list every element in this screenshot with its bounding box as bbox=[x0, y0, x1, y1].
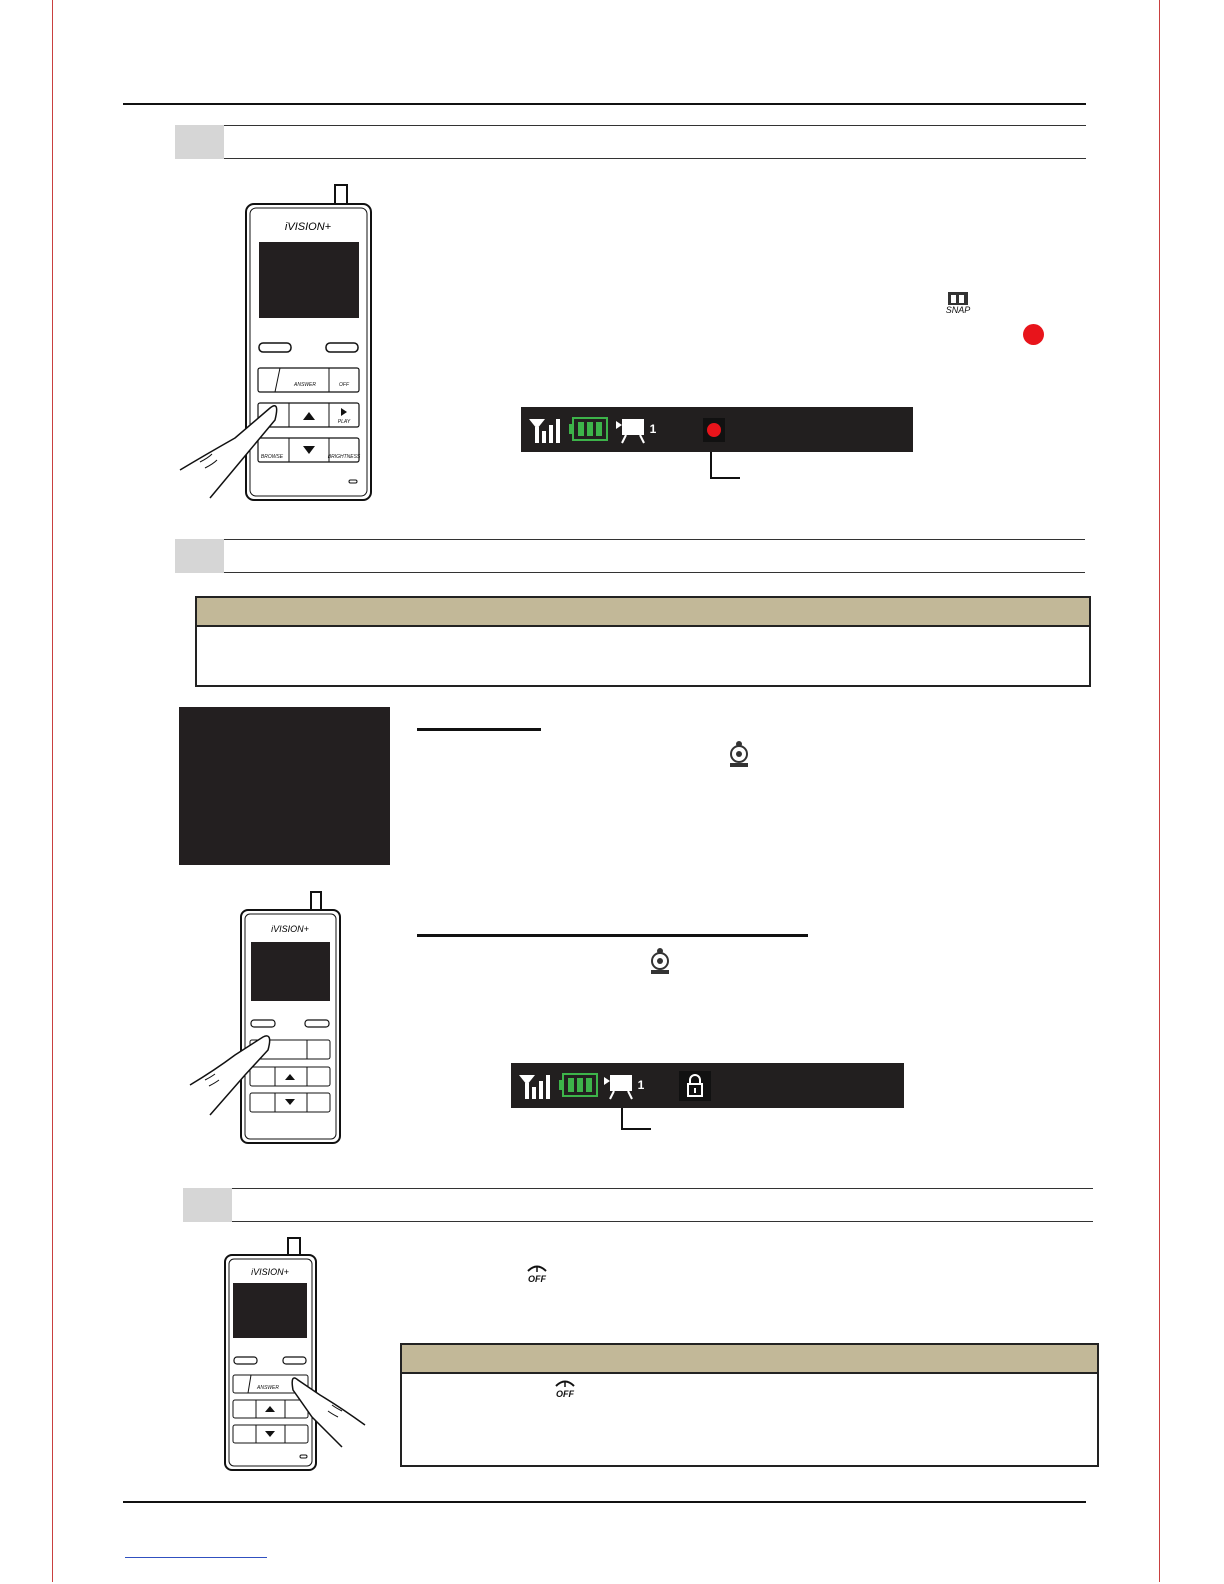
status-bar-recording bbox=[521, 407, 913, 452]
off-icon-label: OFF bbox=[528, 1274, 546, 1284]
section-3-header bbox=[232, 1188, 1093, 1222]
camera-channel-icon-2 bbox=[602, 1069, 646, 1103]
section-2-marker bbox=[175, 539, 224, 573]
section-1-header bbox=[224, 125, 1086, 159]
handset-illustration-door bbox=[185, 890, 345, 1148]
off-icon-label-2: OFF bbox=[556, 1389, 574, 1399]
phone-logo-2: iVISION+ bbox=[271, 924, 309, 934]
off-button-label: OFF bbox=[339, 382, 349, 388]
note-box-2-header bbox=[402, 1345, 1097, 1374]
camera-channel-icon bbox=[614, 413, 658, 447]
phone-logo-3: iVISION+ bbox=[251, 1267, 289, 1277]
record-dot-icon bbox=[707, 423, 721, 437]
snap-icon-label: SNAP bbox=[945, 305, 971, 315]
subheading-underline-2 bbox=[417, 934, 808, 937]
brightness-button-label: BRIGHTNESS bbox=[327, 454, 361, 460]
note-box-1 bbox=[195, 596, 1091, 687]
record-indicator-icon bbox=[1023, 324, 1044, 345]
signal-strength-icon bbox=[527, 413, 563, 445]
top-rule bbox=[123, 103, 1086, 105]
battery-icon bbox=[569, 415, 609, 443]
camera-channel-number: 1 bbox=[649, 422, 657, 436]
subheading-underline-1 bbox=[417, 728, 541, 731]
record-status-box bbox=[703, 418, 725, 442]
unlock-callout-line bbox=[621, 1108, 651, 1130]
browse-button-label: BROWSE bbox=[260, 454, 284, 460]
camera-view-image bbox=[179, 707, 390, 865]
hang-up-icon bbox=[526, 1262, 548, 1274]
section-3-marker bbox=[183, 1188, 232, 1222]
hang-up-icon-2 bbox=[554, 1377, 576, 1389]
footer-link-underline[interactable] bbox=[125, 1557, 267, 1558]
bottom-rule bbox=[123, 1501, 1086, 1503]
snap-icon bbox=[945, 290, 971, 306]
note-box-1-header bbox=[197, 598, 1089, 627]
status-bar-unlocked bbox=[511, 1063, 904, 1108]
section-2-header bbox=[224, 539, 1085, 573]
battery-icon-2 bbox=[559, 1071, 599, 1099]
record-callout-line bbox=[710, 452, 740, 479]
signal-strength-icon-2 bbox=[517, 1069, 553, 1101]
camera-channel-number-2: 1 bbox=[637, 1078, 645, 1092]
handset-illustration-snap bbox=[175, 180, 380, 505]
handset-illustration-off bbox=[220, 1235, 370, 1475]
door-release-icon-2 bbox=[649, 947, 671, 975]
door-release-icon bbox=[728, 740, 750, 768]
play-button-label: PLAY bbox=[337, 419, 351, 425]
answer-button-label: ANSWER bbox=[294, 382, 316, 388]
answer-button-label-3: ANSWER bbox=[257, 1385, 279, 1391]
note-box-2 bbox=[400, 1343, 1099, 1467]
unlock-icon bbox=[679, 1071, 711, 1101]
section-1-marker bbox=[175, 125, 224, 159]
phone-logo: iVISION+ bbox=[284, 221, 332, 233]
